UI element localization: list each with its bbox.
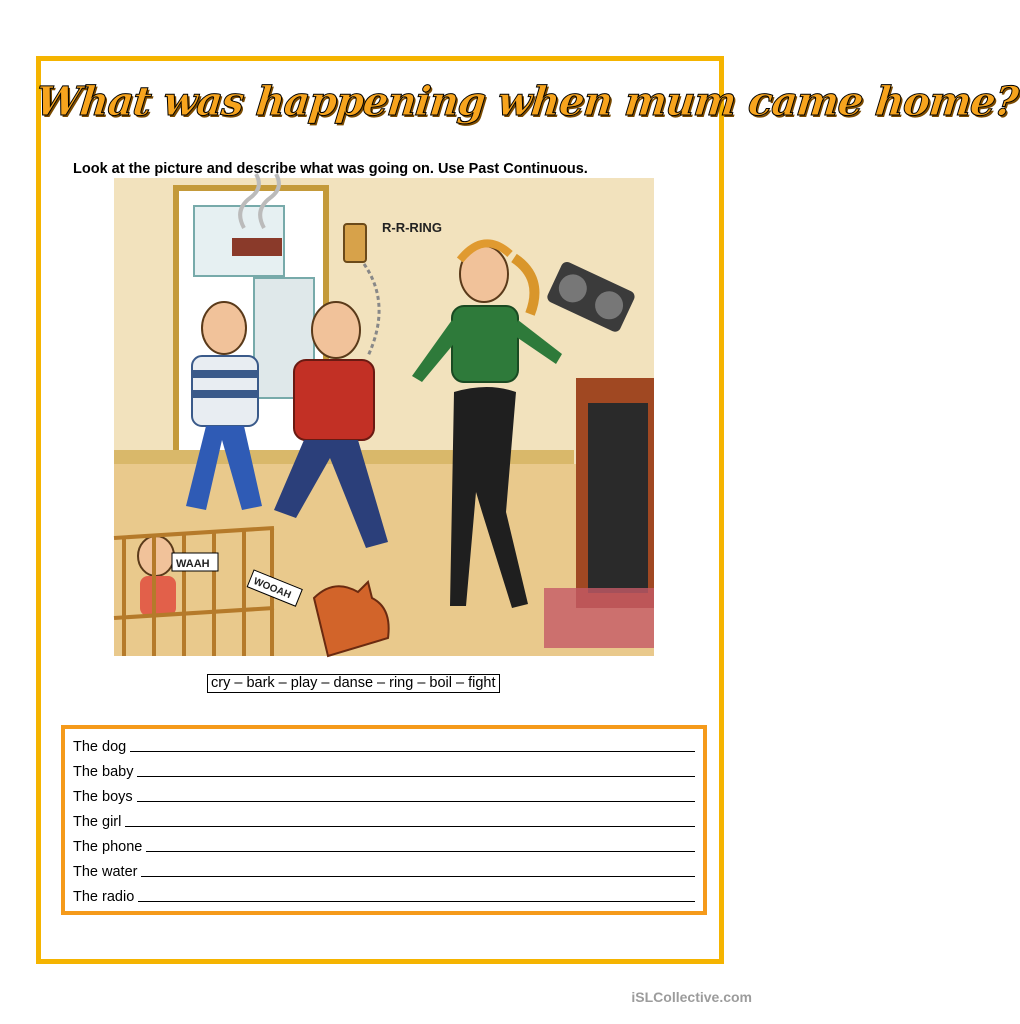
answer-line[interactable]	[146, 850, 695, 852]
answer-label: The phone	[73, 839, 143, 855]
answer-label: The girl	[73, 814, 122, 830]
answer-row-dog[interactable]	[73, 733, 695, 755]
baby-sound-label: WAAH	[176, 558, 210, 570]
word-bank: cry – bark – play – danse – ring – boil – fight	[207, 674, 500, 693]
answer-box	[61, 725, 707, 915]
site-watermark: iSLCollective.com	[631, 989, 752, 1005]
phone-sound-label: R-R-RING	[382, 220, 442, 235]
answer-row-radio[interactable]	[73, 883, 695, 905]
worksheet-title: What was happening when mum came home?	[33, 78, 1020, 125]
answer-label: The baby	[73, 764, 134, 780]
answer-row-boys[interactable]	[73, 783, 695, 805]
answer-line[interactable]	[130, 750, 695, 752]
answer-label: The dog	[73, 739, 127, 755]
dog-sound-label: WOOAH	[251, 576, 293, 602]
answer-label: The water	[73, 864, 138, 880]
answer-row-girl[interactable]	[73, 808, 695, 830]
answer-label: The radio	[73, 889, 135, 905]
answer-line[interactable]	[141, 875, 695, 877]
answer-row-baby[interactable]	[73, 758, 695, 780]
answer-line[interactable]	[137, 775, 695, 777]
answer-line[interactable]	[137, 800, 695, 802]
answer-row-water[interactable]	[73, 858, 695, 880]
answer-row-phone[interactable]	[73, 833, 695, 855]
answer-line[interactable]	[138, 900, 695, 902]
answer-label: The boys	[73, 789, 133, 805]
illustration	[114, 178, 654, 656]
instruction-text: Look at the picture and describe what was going on. Use Past Continuous.	[73, 161, 588, 177]
answer-line[interactable]	[125, 825, 695, 827]
